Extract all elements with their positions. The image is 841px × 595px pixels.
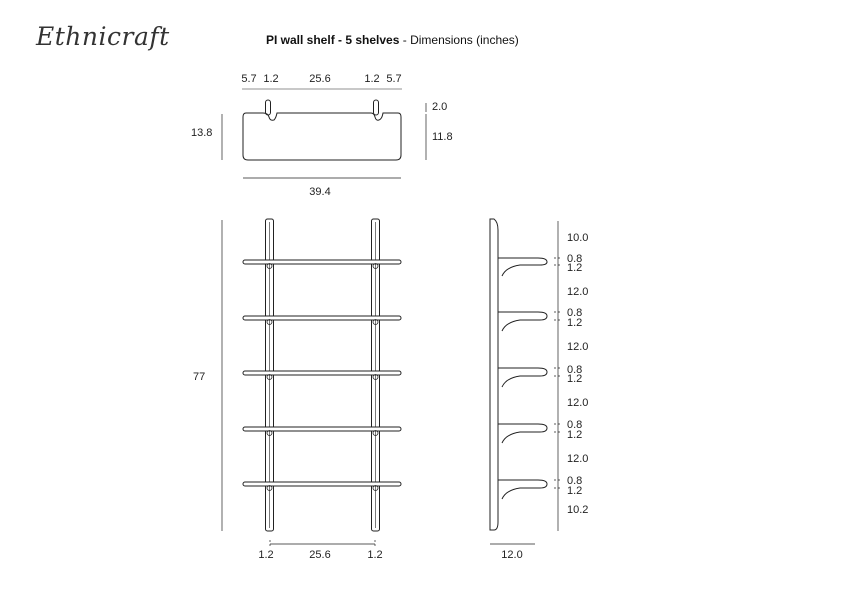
- left-post-top: [266, 100, 271, 115]
- front-shelf: [243, 482, 401, 486]
- side-view: [490, 219, 562, 544]
- top-label-2: 1.2: [263, 73, 279, 85]
- title-separator: -: [399, 33, 411, 47]
- side-label: 0.8: [567, 253, 583, 265]
- right-top-label: 2.0: [432, 101, 448, 113]
- side-bracket: [498, 312, 547, 331]
- bottom-mid-label: 25.6: [309, 549, 331, 561]
- front-view: [222, 219, 401, 548]
- front-shelves: [243, 260, 401, 486]
- side-post: [490, 219, 498, 530]
- right-post-top: [374, 100, 379, 115]
- side-labels: [567, 232, 588, 516]
- side-label: 12.0: [567, 286, 589, 298]
- side-label: 12.0: [567, 453, 589, 465]
- depth-label: 13.8: [191, 127, 213, 139]
- side-label: 1.2: [567, 262, 583, 274]
- bottom-right-label: 1.2: [367, 549, 383, 561]
- front-shelf: [243, 371, 401, 375]
- front-shelf: [243, 260, 401, 264]
- shelf-top-outline: [243, 113, 401, 160]
- side-bracket: [498, 368, 547, 387]
- top-view: [222, 89, 426, 178]
- side-label: 12.0: [567, 397, 589, 409]
- side-bottom-label: 12.0: [501, 549, 523, 561]
- side-label: 0.8: [567, 307, 583, 319]
- side-label: 1.2: [567, 485, 583, 497]
- bottom-left-label: 1.2: [258, 549, 274, 561]
- side-label: 10.0: [567, 232, 589, 244]
- product-name: PI wall shelf - 5 shelves: [266, 33, 400, 47]
- side-label: 10.2: [567, 504, 589, 516]
- side-bracket: [498, 424, 547, 443]
- side-label: 1.2: [567, 373, 583, 385]
- top-label-1: 5.7: [241, 73, 257, 85]
- front-shelf: [243, 427, 401, 431]
- front-pegs: [267, 264, 378, 491]
- width-label: 39.4: [309, 186, 331, 198]
- top-label-5: 5.7: [386, 73, 402, 85]
- side-label: 0.8: [567, 419, 583, 431]
- height-label: 77: [193, 371, 206, 383]
- side-bracket: [498, 258, 547, 276]
- title-suffix: Dimensions (inches): [410, 33, 519, 47]
- side-label: 0.8: [567, 475, 583, 487]
- top-label-3: 25.6: [309, 73, 331, 85]
- side-label: 1.2: [567, 429, 583, 441]
- side-brackets: [498, 258, 547, 499]
- side-label: 0.8: [567, 364, 583, 376]
- top-label-4: 1.2: [364, 73, 380, 85]
- side-label: 1.2: [567, 317, 583, 329]
- front-shelf: [243, 316, 401, 320]
- right-bottom-label: 11.8: [432, 131, 453, 143]
- side-label: 12.0: [567, 341, 589, 353]
- brand-logo: Ethnicraft: [36, 22, 170, 51]
- side-bracket: [498, 480, 547, 499]
